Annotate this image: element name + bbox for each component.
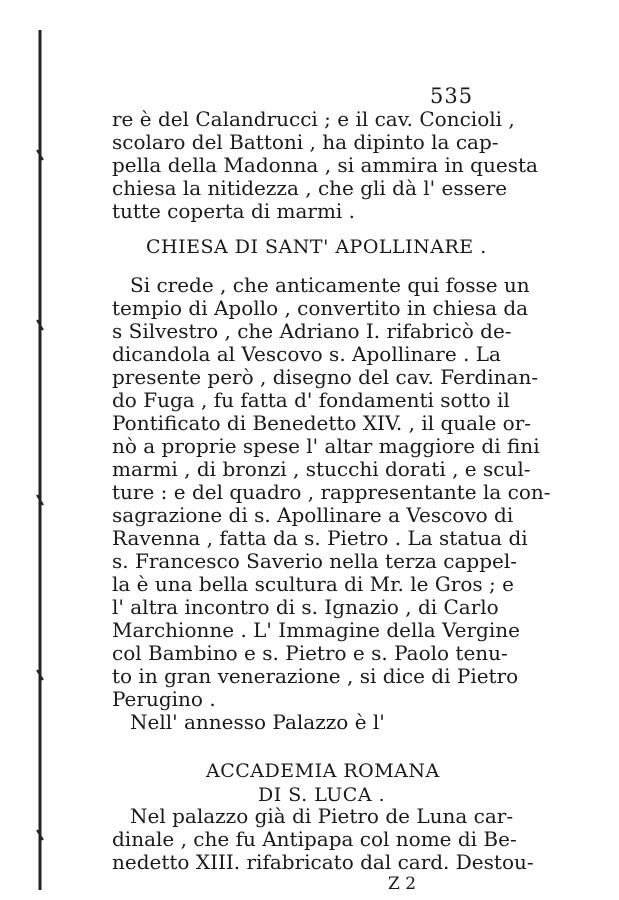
text-line: col Bambino e s. Pietro e s. Paolo tenu- — [112, 641, 508, 665]
text-line: nedetto XIII. rifabricato dal card. Destou- — [112, 850, 534, 874]
text-line: scolaro del Battoni , ha dipinto la cap- — [112, 130, 499, 154]
text-line: presente però , disegno del cav. Ferdinan- — [112, 365, 539, 389]
text-line: Perugino . — [112, 687, 216, 711]
text-line: s. Francesco Saverio nella terza cappel- — [112, 549, 517, 573]
text-line: sagrazione di s. Apollinare a Vescovo di — [112, 503, 514, 527]
text-line: Ravenna , fatta da s. Pietro . La statua di — [112, 526, 528, 550]
text-line: nò a proprie spese l' altar maggiore di fini — [112, 434, 540, 458]
text-line: ture : e del quadro , rappresentante la con- — [112, 480, 551, 504]
text-line: s Silvestro , che Adriano I. rifabricò de- — [112, 319, 512, 343]
text-line: re è del Calandrucci ; e il cav. Concioli , — [112, 107, 515, 131]
signature-mark: Z 2 — [388, 874, 417, 894]
section-heading: ACCADEMIA ROMANA — [206, 760, 440, 782]
text-line: Nel palazzo già di Pietro de Luna car- — [130, 804, 514, 828]
page-number: 535 — [430, 84, 474, 108]
text-line: tempio di Apollo , convertito in chiesa da — [112, 296, 529, 320]
text-line: Marchionne . L' Immagine della Vergine — [112, 618, 520, 642]
text-line: Nell' annesso Palazzo è l' — [130, 710, 385, 734]
text-line: marmi , di bronzi , stucchi dorati , e scul- — [112, 457, 531, 481]
text-line: dicandola al Vescovo s. Apollinare . La — [112, 342, 501, 366]
section-heading: CHIESA DI SANT' APOLLINARE . — [146, 236, 487, 258]
text-line: Si crede , che anticamente qui fosse un — [130, 273, 530, 297]
binding-thread — [34, 30, 46, 890]
text-line: l' altra incontro di s. Ignazio , di Carlo — [112, 595, 499, 619]
text-line: do Fuga , fu fatta d' fondamenti sotto il — [112, 388, 510, 412]
text-line: la è una bella scultura di Mr. le Gros ; e — [112, 572, 514, 596]
text-line: to in gran venerazione , si dice di Pietro — [112, 664, 519, 688]
text-line: tutte coperta di marmi . — [112, 199, 356, 223]
text-line: pella della Madonna , si ammira in questa — [112, 153, 538, 177]
text-line: Pontificato di Benedetto XIV. , il quale or- — [112, 411, 532, 435]
text-line: dinale , che fu Antipapa col nome di Be- — [112, 827, 517, 851]
text-line: chiesa la nitidezza , che gli dà l' essere — [112, 176, 508, 200]
section-subheading: DI S. LUCA . — [258, 784, 386, 806]
